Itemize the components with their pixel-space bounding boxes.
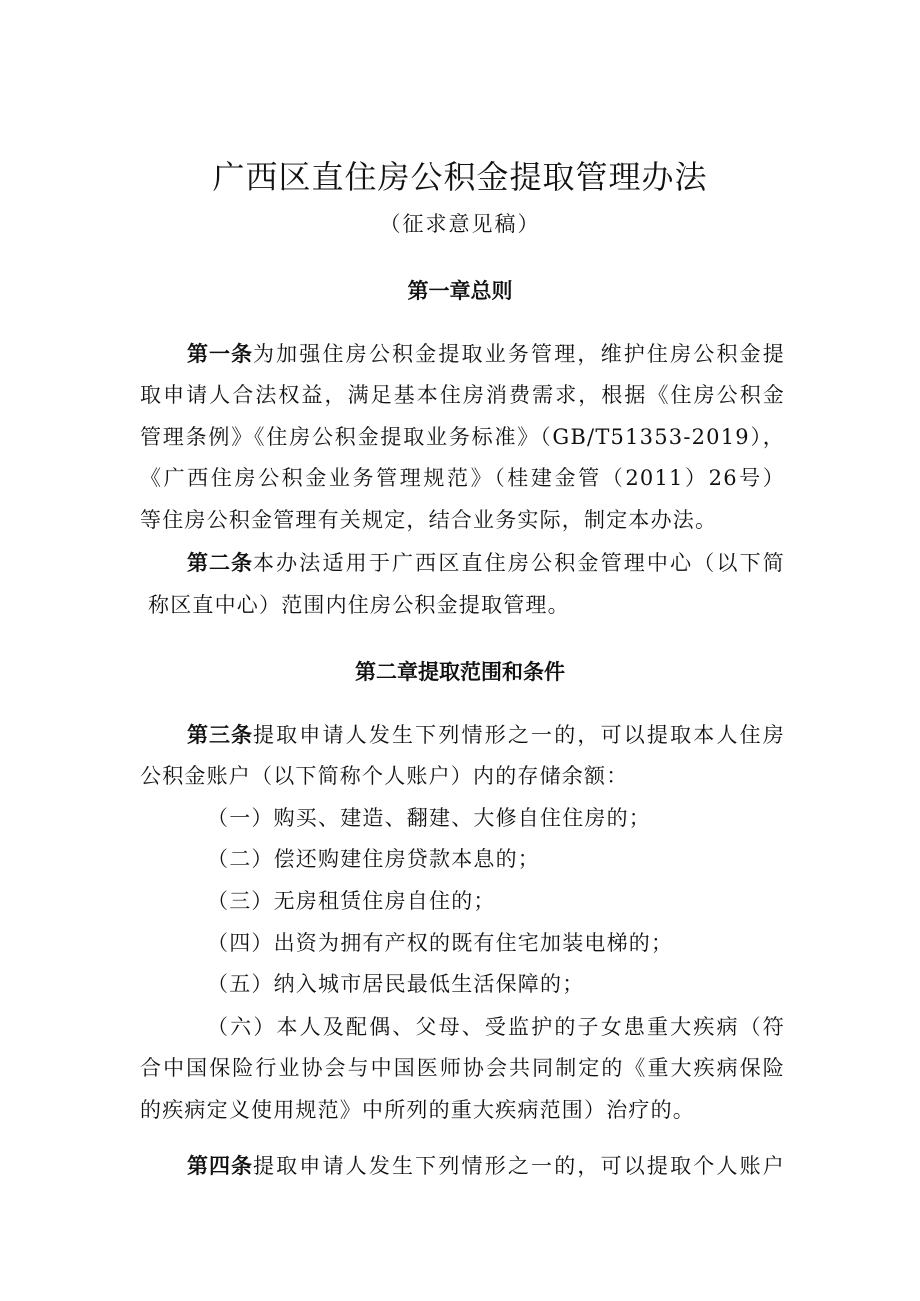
article-1-line-5: 等住房公积金管理有关规定，结合业务实际，制定本办法。: [140, 508, 718, 532]
list-item-2: （二）偿还购建住房贷款本息的；: [207, 847, 540, 871]
article-3-line-1: [187, 721, 785, 749]
article-2-text-1: 本办法适用于广西区直住房公积金管理中心（以下简: [252, 551, 785, 575]
article-2-line-1: [187, 549, 785, 577]
chapter-heading-1: 第一章总则: [407, 279, 513, 303]
list-item-4: （四）出资为拥有产权的既有住宅加装电梯的；: [207, 931, 674, 955]
article-1-line-2: 取申请人合法权益，满足基本住房消费需求，根据《住房公积金: [140, 383, 785, 407]
list-item-5: （五）纳入城市居民最低生活保障的；: [207, 972, 585, 996]
article-3-label: 第三条: [187, 723, 253, 747]
list-item-3: （三）无房租赁住房自住的；: [207, 889, 496, 913]
article-2-label: 第二条: [187, 551, 253, 575]
article-1-line-4: 《广西住房公积金业务管理规范》（桂建金管（2011）26号）: [140, 466, 785, 490]
document-title: 广西区直住房公积金提取管理办法: [212, 158, 708, 196]
article-3-line-2: 公积金账户（以下简称个人账户）内的存储余额：: [140, 764, 629, 788]
article-4-text-1: 提取申请人发生下列情形之一的，可以提取个人账户: [252, 1154, 785, 1178]
article-4-label: 第四条: [187, 1154, 253, 1178]
article-1-text-1: 为加强住房公积金提取业务管理，维护住房公积金提: [252, 342, 785, 366]
article-2-line-2: 称区直中心）范围内住房公积金提取管理。: [148, 593, 570, 617]
document-subtitle: （征求意见稿）: [379, 212, 541, 236]
article-1-label: 第一条: [187, 342, 253, 366]
article-1-line-1: [187, 340, 785, 368]
list-item-6-line-3: 的疾病定义使用规范》中所列的重大疾病范围）治疗的。: [140, 1098, 695, 1122]
list-item-6-line-2: 合中国保险行业协会与中国医师协会共同制定的《重大疾病保险: [140, 1056, 785, 1080]
article-1-line-3: 管理条例》《住房公积金提取业务标准》（GB/T51353-2019），: [140, 425, 785, 449]
list-item-6-line-1: （六）本人及配偶、父母、受监护的子女患重大疾病（符: [207, 1015, 785, 1039]
chapter-heading-2: 第二章提取范围和条件: [355, 660, 565, 684]
article-3-text-1: 提取申请人发生下列情形之一的，可以提取本人住房: [252, 723, 785, 747]
article-4-line-1: [187, 1152, 785, 1180]
list-item-1: （一）购买、建造、翻建、大修自住住房的；: [207, 806, 651, 830]
